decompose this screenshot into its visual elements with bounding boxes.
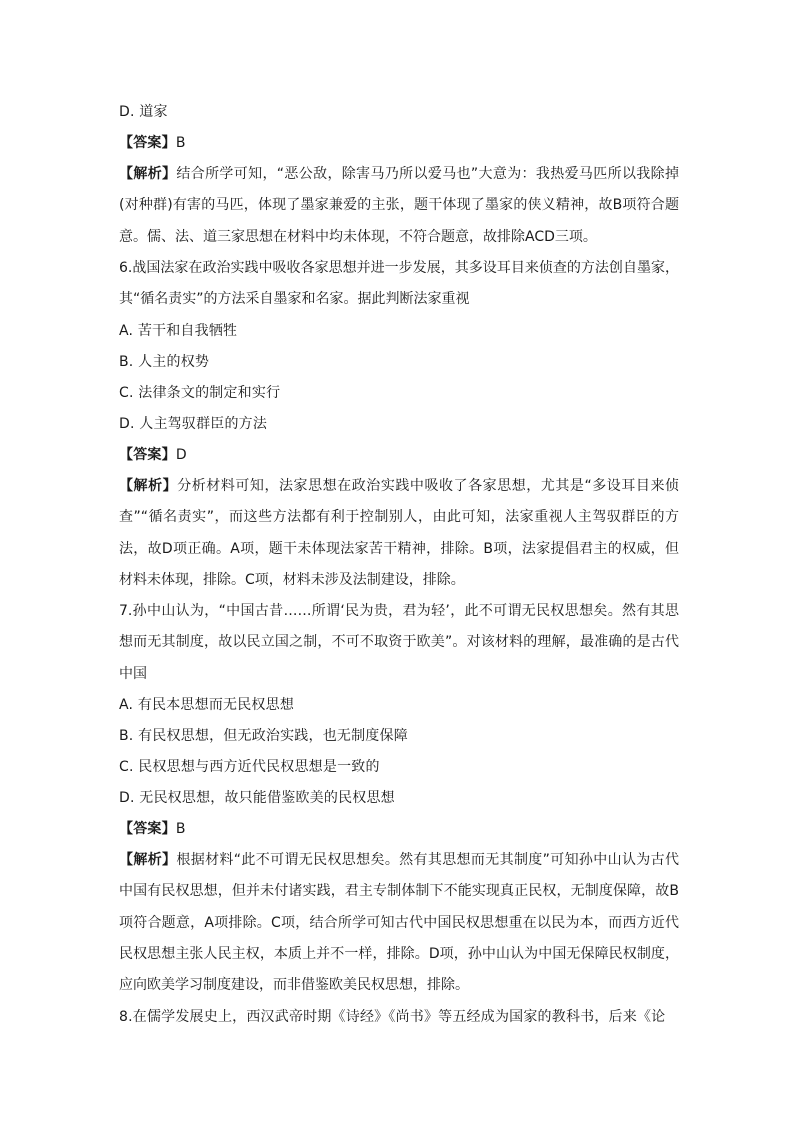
analysis-text: 结合所学可知，“恶公敌，除害马乃所以爱马也”大意为：我热爱马匹所以我除掉(对种群)有害的马匹，体现了墨家兼爱的主张，题干体现了墨家的侠义精神，故B项符合题意。儒、法、道三家思想在材料中均未体现，不符合题意，故排除ACD三项。 <box>119 166 679 245</box>
analysis-tag: 【解析】 <box>119 852 177 868</box>
analysis-text: 分析材料可知，法家思想在政治实践中吸收了各家思想，尤其是“多设耳目来侦查”“循名责实”，而这些方法都有利于控制别人，由此可知，法家重视人主驾驭群臣的方法，故D项正确。A项，题干未体现法家苦干精神，排除。B项，法家提倡君主的权威，但材料未体现，排除。C项，材料未涉及法制建设，排除。 <box>119 478 679 588</box>
q7-option-a: A. 有民本思想而无民权思想 <box>119 697 295 713</box>
q6-option-c: C. 法律条文的制定和实行 <box>119 385 281 401</box>
q6-option-a: A. 苦干和自我牺牲 <box>119 323 238 339</box>
q6-option-b: B. 人主的权势 <box>119 354 210 370</box>
analysis-tag: 【解析】 <box>119 478 178 494</box>
analysis-text: 根据材料“此不可谓无民权思想矣。然有其思想而无其制度”可知孙中山认为古代中国有民权思想，但并未付诸实践，君主专制体制下不能实现真正民权，无制度保障，故B项符合题意，A项排除。C项，结合所学可知古代中国民权思想重在以民为本，而西方近代民权思想主张人民主权，本质上并不一样，排除。D项，孙中山认为中国无保障民权制度，应向欧美学习制度建设，而非借鉴欧美民权思想，排除。 <box>119 852 679 994</box>
q7-option-c: C. 民权思想与西方近代民权思想是一致的 <box>119 759 380 775</box>
q7-answer <box>119 814 679 845</box>
document-page <box>119 97 679 1033</box>
q7-option-b: B. 有民权思想，但无政治实践，也无制度保障 <box>119 728 408 744</box>
analysis-tag: 【解析】 <box>119 166 177 182</box>
answer-tag: 【答案】 <box>119 821 176 837</box>
q5-answer <box>119 128 679 159</box>
q7-option-d: D. 无民权思想，故只能借鉴欧美的民权思想 <box>119 790 395 806</box>
q5-analysis <box>119 159 679 253</box>
q6-answer <box>119 440 679 471</box>
answer-value: B <box>175 821 186 837</box>
answer-value: D <box>175 447 187 463</box>
q5-option-d: D. 道家 <box>119 104 168 120</box>
q8-question: 8.在儒学发展史上，西汉武帝时期《诗经》《尚书》等五经成为国家的教科书，后来《论 <box>119 1009 666 1025</box>
q7-analysis <box>119 845 679 1002</box>
answer-value: B <box>175 135 186 151</box>
answer-tag: 【答案】 <box>119 447 176 463</box>
answer-tag: 【答案】 <box>119 135 176 151</box>
q6-analysis <box>119 471 679 596</box>
q6-question: 6.战国法家在政治实践中吸收各家思想并进一步发展，其多设耳目来侦查的方法创自墨家，其“循名责实”的方法采自墨家和名家。据此判断法家重视 <box>119 260 679 308</box>
q6-option-d: D. 人主驾驭群臣的方法 <box>119 416 268 432</box>
q7-question: 7.孙中山认为，“中国古昔……所谓‘民为贵，君为轻’，此不可谓无民权思想矣。然有其思想而无其制度，故以民立国之制，不可不取资于欧美”。对该材料的理解，最准确的是古代中国 <box>119 603 679 682</box>
